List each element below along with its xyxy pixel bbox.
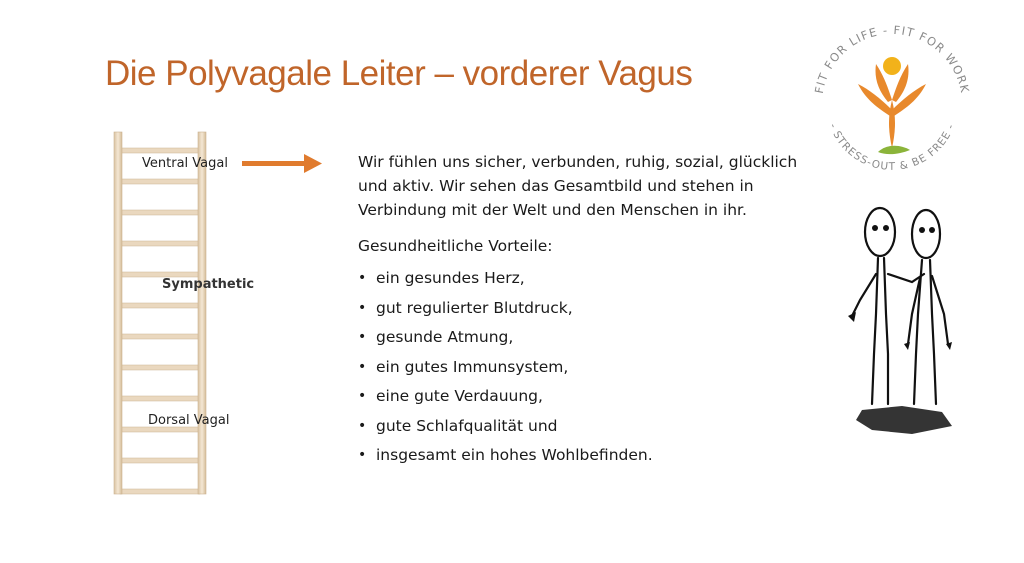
bullet-icon: •	[358, 388, 367, 404]
tree-icon	[858, 57, 926, 154]
logo-text-bottom: - STRESS-OUT & BE FREE -	[826, 121, 958, 173]
bullet-icon: •	[358, 358, 367, 375]
body-text	[358, 150, 818, 471]
ladder-label-ventral-vagal: Ventral Vagal	[142, 156, 228, 171]
ladder-rung	[120, 489, 200, 494]
ladder-rung	[120, 303, 200, 308]
ladder-rung	[120, 210, 200, 215]
ladder-label-sympathetic: Sympathetic	[162, 277, 255, 292]
bullet-icon: •	[358, 417, 367, 434]
benefits-heading: Gesundheitliche Vorteile:	[358, 237, 553, 255]
ladder-rung	[120, 241, 200, 246]
stick-figures-illustration	[842, 204, 962, 440]
ladder-rung	[120, 179, 200, 184]
ladder-illustration	[108, 128, 218, 498]
list-item: • ein gutes Immunsystem,	[358, 353, 818, 383]
bullet-icon: •	[358, 270, 367, 286]
bullet-icon: •	[358, 447, 367, 463]
ladder-rung	[120, 365, 200, 370]
list-item: • gute Schlafqualität und	[358, 412, 818, 442]
slide-title: Die Polyvagale Leiter – vorderer Vagus	[105, 54, 693, 93]
bullet-icon: •	[358, 329, 367, 345]
list-item: • gut regulierter Blutdruck,	[358, 294, 818, 324]
list-item: • ein gesundes Herz,	[358, 264, 818, 294]
intro-paragraph: Wir fühlen uns sicher, verbunden, ruhig, sozial, glücklich und aktiv. Wir sehen das Gesamtbild und stehen in Verbindung mit der Welt und den Menschen in ihr.	[358, 153, 798, 219]
ladder-rung	[120, 458, 200, 463]
list-item: • gesunde Atmung,	[358, 323, 818, 353]
ladder-rung	[120, 148, 200, 153]
logo-text-top: FIT FOR LIFE - FIT FOR WORK	[811, 22, 973, 95]
ladder-rung	[120, 334, 200, 339]
fit-for-life-logo	[808, 20, 976, 180]
list-item: • insgesamt ein hohes Wohlbefinden.	[358, 441, 818, 471]
right-arrow-icon	[242, 152, 324, 174]
ladder-rung	[120, 396, 200, 401]
list-item: • eine gute Verdauung,	[358, 382, 818, 412]
benefits-list	[358, 264, 818, 471]
bullet-icon: •	[358, 299, 367, 316]
ladder-label-dorsal-vagal: Dorsal Vagal	[148, 413, 230, 428]
